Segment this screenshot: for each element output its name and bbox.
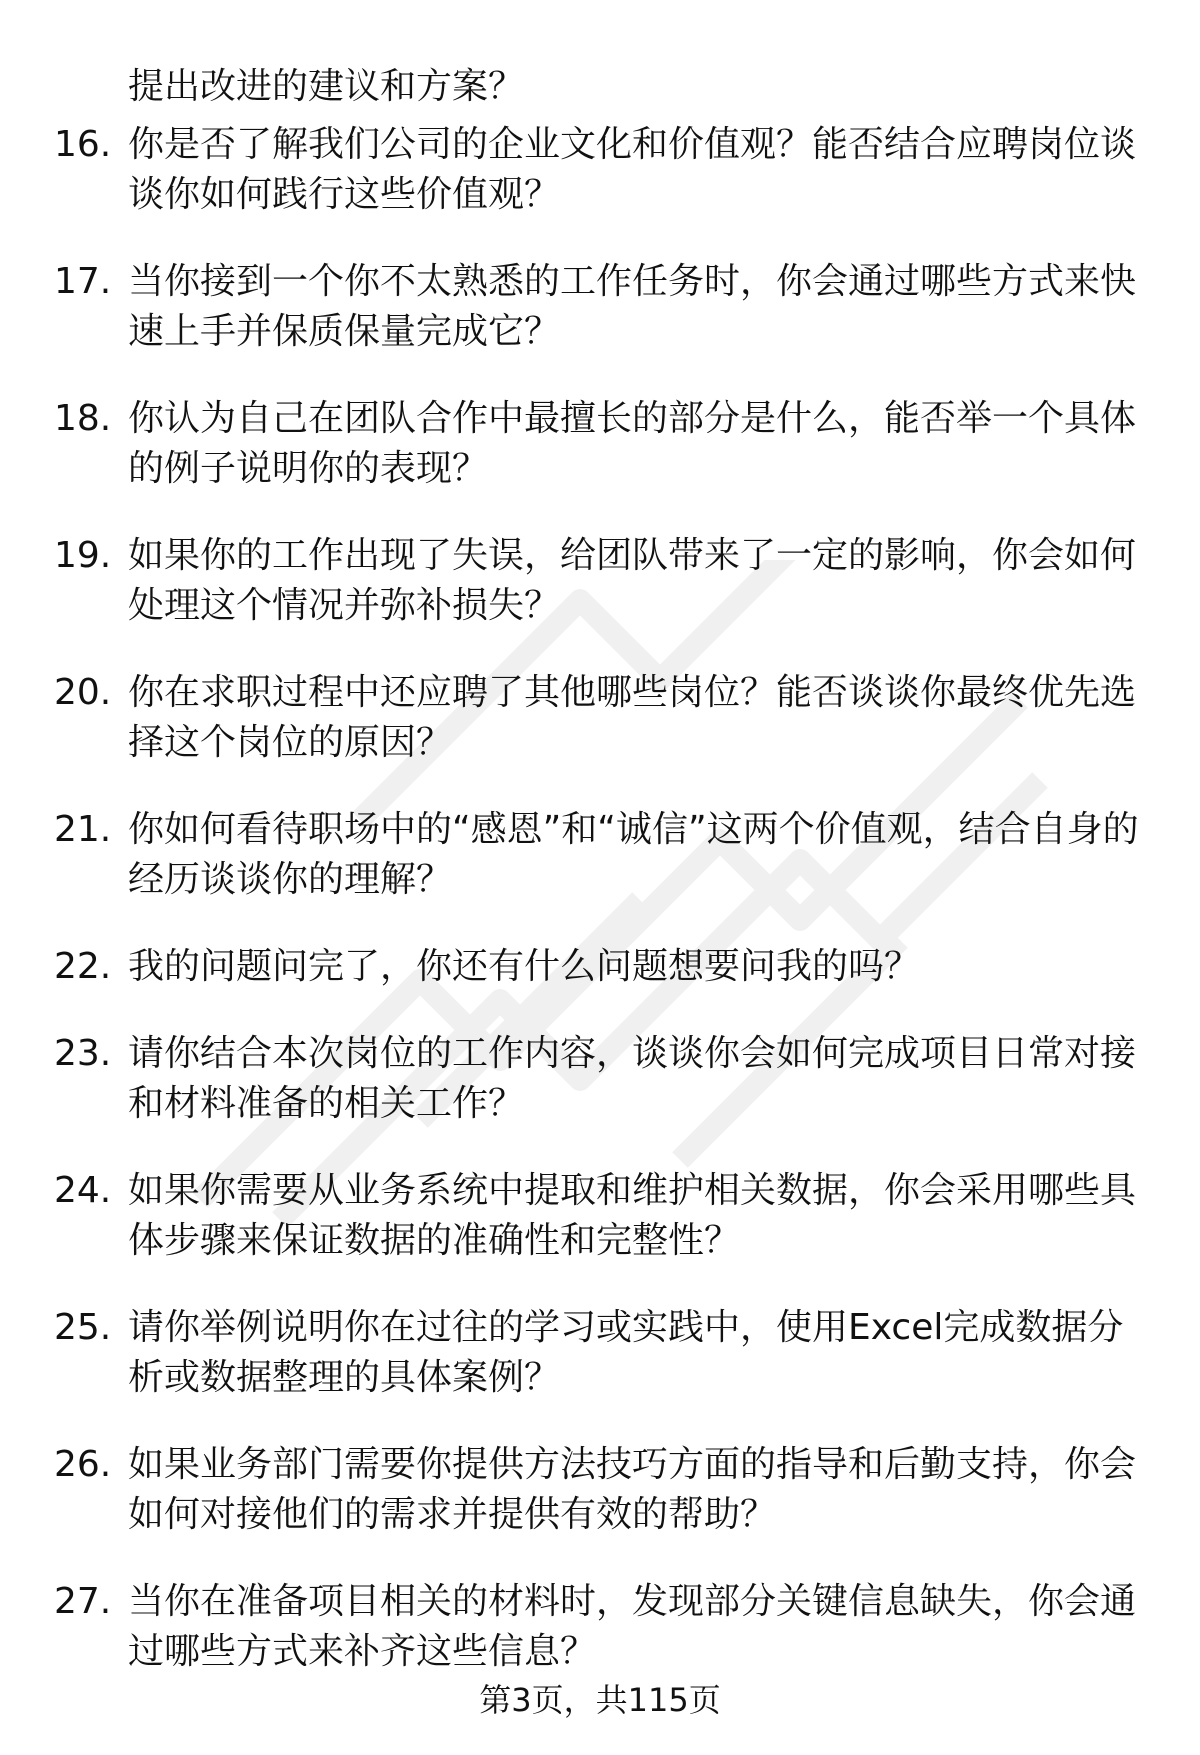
question-text: 你在求职过程中还应聘了其他哪些岗位？能否谈谈你最终优先选择这个岗位的原因？	[128, 672, 1137, 763]
question-item	[0, 1303, 1200, 1403]
question-item	[0, 1577, 1200, 1677]
question-text: 当你接到一个你不太熟悉的工作任务时，你会通过哪些方式来快速上手并保质保量完成它？	[128, 261, 1137, 352]
question-text: 如果你需要从业务系统中提取和维护相关数据，你会采用哪些具体步骤来保证数据的准确性和完整性？	[128, 1170, 1137, 1261]
question-number: 18.	[54, 398, 112, 439]
question-number: 25.	[54, 1307, 112, 1348]
question-text: 如果你的工作出现了失误，给团队带来了一定的影响，你会如何处理这个情况并弥补损失？	[128, 535, 1137, 626]
question-item	[0, 531, 1200, 631]
question-item	[0, 805, 1200, 905]
question-number: 16.	[54, 124, 112, 165]
question-list	[0, 120, 1200, 1714]
question-text: 当你在准备项目相关的材料时，发现部分关键信息缺失，你会通过哪些方式来补齐这些信息？	[128, 1581, 1137, 1672]
question-item	[0, 394, 1200, 494]
question-item	[0, 257, 1200, 357]
question-number: 26.	[54, 1444, 112, 1485]
question-number: 17.	[54, 261, 112, 302]
question-number: 20.	[54, 672, 112, 713]
question-number: 27.	[54, 1581, 112, 1622]
question-item	[0, 668, 1200, 768]
question-text: 如果业务部门需要你提供方法技巧方面的指导和后勤支持，你会如何对接他们的需求并提供有效的帮助？	[128, 1444, 1137, 1535]
question-number: 24.	[54, 1170, 112, 1211]
question-item	[0, 1440, 1200, 1540]
continuation-line: 提出改进的建议和方案？	[128, 66, 525, 107]
question-item	[0, 1166, 1200, 1266]
question-number: 23.	[54, 1033, 112, 1074]
question-text: 你认为自己在团队合作中最擅长的部分是什么，能否举一个具体的例子说明你的表现？	[128, 398, 1137, 489]
question-number: 21.	[54, 809, 112, 850]
question-item	[0, 1029, 1200, 1129]
page-footer: 第3页，共115页	[479, 1681, 721, 1719]
question-item	[0, 120, 1200, 220]
question-text: 我的问题问完了，你还有什么问题想要问我的吗？	[128, 946, 921, 987]
question-text: 你是否了解我们公司的企业文化和价值观？能否结合应聘岗位谈谈你如何践行这些价值观？	[128, 124, 1137, 215]
question-number: 19.	[54, 535, 112, 576]
question-text: 请你举例说明你在过往的学习或实践中，使用Excel完成数据分析或数据整理的具体案例？	[128, 1307, 1124, 1398]
question-number: 22.	[54, 946, 112, 987]
question-text: 你如何看待职场中的“感恩”和“诚信”这两个价值观，结合自身的经历谈谈你的理解？	[128, 809, 1139, 900]
question-item	[0, 942, 1200, 992]
question-text: 请你结合本次岗位的工作内容，谈谈你会如何完成项目日常对接和材料准备的相关工作？	[128, 1033, 1137, 1124]
